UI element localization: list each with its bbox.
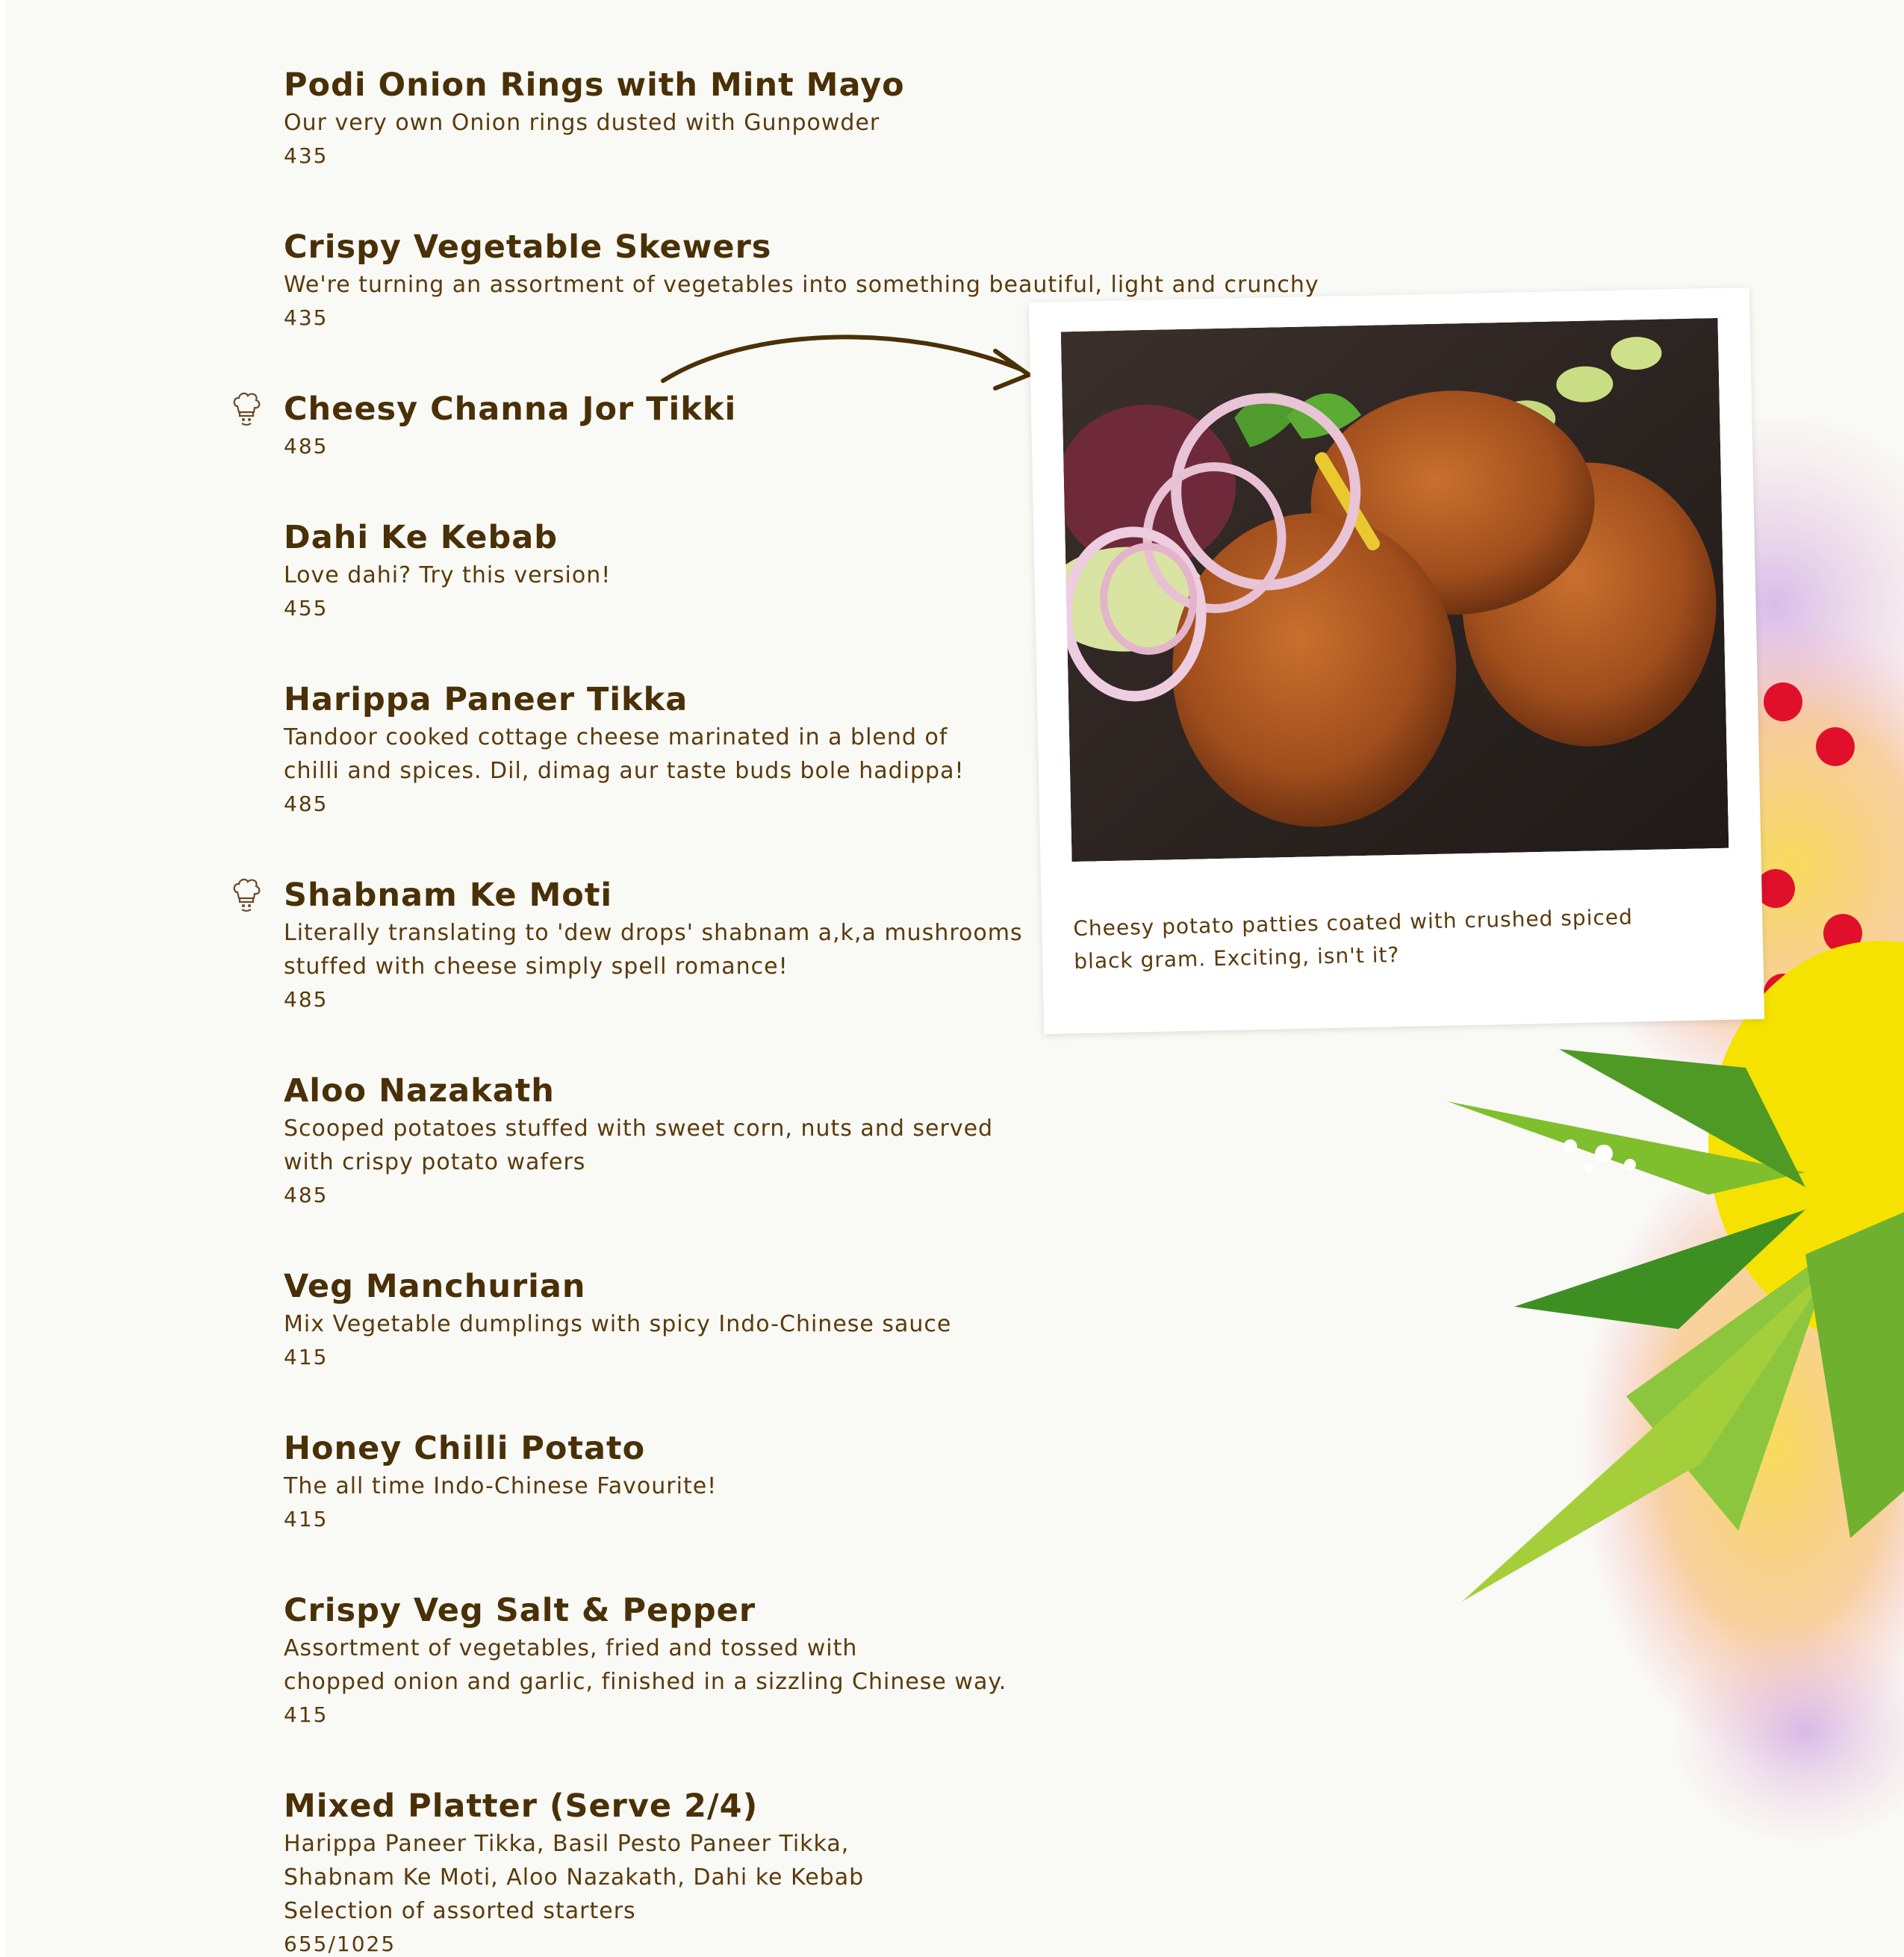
menu-item-description: [284, 106, 1314, 140]
menu-item-description: [284, 1307, 1314, 1341]
menu-item-name: Cheesy Channa Jor Tikki: [284, 391, 737, 428]
description-line: Shabnam Ke Moti, Aloo Nazakath, Dahi ke Kebab: [284, 1864, 865, 1891]
menu-item-price: 415: [284, 1507, 329, 1531]
menu-item-description: [284, 268, 1319, 302]
menu-item-name: Honey Chilli Potato: [284, 1430, 646, 1467]
menu-item-name: Mixed Platter (Serve 2/4): [284, 1788, 759, 1825]
dish-photo-illustration: [1061, 318, 1729, 862]
description-line: Scooped potatoes stuffed with sweet corn, nuts and served: [284, 1116, 994, 1142]
menu-item-price: 415: [284, 1702, 329, 1727]
menu-item-name: Harippa Paneer Tikka: [284, 681, 688, 718]
description-line: chilli and spices. Dil, dimag aur taste buds bole hadippa!: [284, 758, 965, 784]
menu-item: [284, 64, 1314, 172]
description-line: Literally translating to 'dew drops' shabnam a,k,a mushrooms: [284, 920, 1023, 946]
curved-arrow-icon: [656, 314, 1044, 403]
menu-item-price: 435: [284, 143, 329, 168]
photo-caption: [1073, 899, 1717, 978]
menu-item-price: 435: [284, 305, 329, 330]
featured-dish-polaroid: [1029, 287, 1764, 1034]
menu-item-name: Aloo Nazakath: [284, 1072, 555, 1110]
menu-item-price: 455: [284, 596, 329, 620]
menu-item-description: [284, 1827, 1314, 1928]
menu-item-name: Dahi Ke Kebab: [284, 519, 559, 556]
description-line: chopped onion and garlic, finished in a sizzling Chinese way.: [284, 1669, 1007, 1695]
menu-item-price: 485: [284, 987, 329, 1012]
menu-item-name: Veg Manchurian: [284, 1268, 586, 1305]
description-line: Mix Vegetable dumplings with spicy Indo-Chinese sauce: [284, 1311, 952, 1337]
description-line: Tandoor cooked cottage cheese marinated in a blend of: [284, 724, 948, 750]
description-line: Assortment of vegetables, fried and tossed with: [284, 1635, 858, 1661]
menu-item: [284, 1590, 1314, 1732]
description-line: We're turning an assortment of vegetables into something beautiful, light and crunchy: [284, 272, 1319, 298]
caption-line: Cheesy potato patties coated with crushed spiced: [1073, 904, 1634, 942]
menu-item-name: Shabnam Ke Moti: [284, 877, 613, 914]
menu-item-name: Podi Onion Rings with Mint Mayo: [284, 66, 905, 104]
menu-item-price: 485: [284, 1183, 329, 1207]
menu-item-name: Crispy Veg Salt & Pepper: [284, 1592, 756, 1629]
menu-item-description: [284, 1631, 1314, 1699]
menu-item-price: 485: [284, 434, 329, 458]
description-line: Our very own Onion rings dusted with Gunpowder: [284, 110, 880, 136]
description-line: The all time Indo-Chinese Favourite!: [284, 1473, 718, 1499]
description-line: stuffed with cheese simply spell romance!: [284, 953, 788, 980]
chef-hat-icon: [231, 391, 261, 427]
menu-item-name: Crispy Vegetable Skewers: [284, 228, 772, 266]
caption-line: black gram. Exciting, isn't it?: [1073, 942, 1400, 974]
cheesy-channa-jor-tikki-photo: [1061, 318, 1729, 862]
menu-item-price: 485: [284, 791, 329, 816]
description-line: Selection of assorted starters: [284, 1898, 636, 1924]
menu-item: [284, 1266, 1314, 1374]
menu-item: [284, 1785, 1314, 1957]
description-line: Harippa Paneer Tikka, Basil Pesto Paneer Tikka,: [284, 1831, 850, 1857]
description-line: with crispy potato wafers: [284, 1149, 586, 1175]
menu-page: [6, 0, 1904, 1957]
chef-hat-icon: [231, 877, 261, 913]
menu-item-description: [284, 1469, 1314, 1503]
menu-item: [284, 1428, 1314, 1536]
menu-item-price: 655/1025: [284, 1932, 396, 1956]
description-line: Love dahi? Try this version!: [284, 562, 612, 588]
menu-item-price: 415: [284, 1345, 329, 1369]
menu-item-description: [284, 1112, 1314, 1179]
menu-item: [284, 1070, 1314, 1212]
